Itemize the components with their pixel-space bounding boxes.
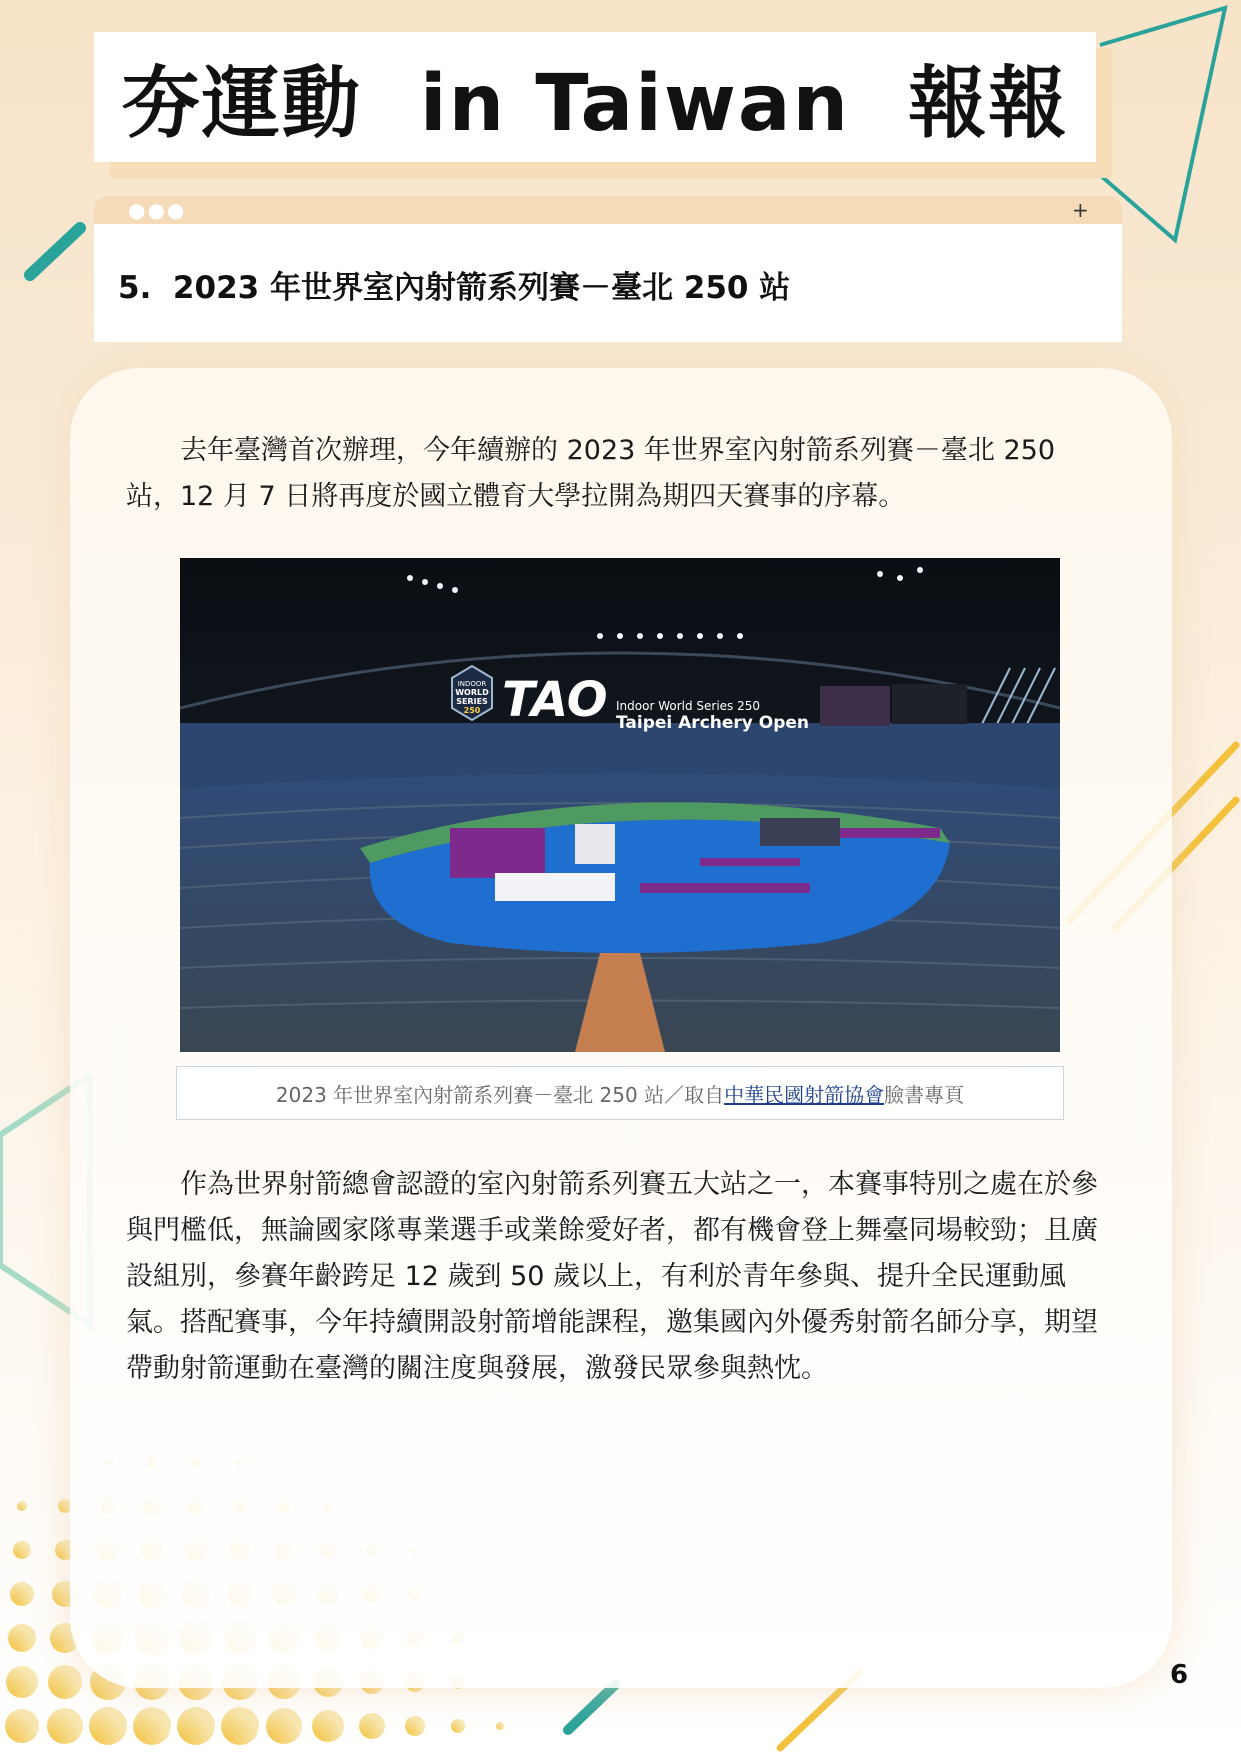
body-paragraph-2: 作為世界射箭總會認證的室內射箭系列賽五大站之一，本賽事特別之處在於參與門檻低，無論國家隊專業選手或業餘愛好者，都有機會登上舞臺同場較勁；且廣設組別，參賽年齡跨足 12 歲到 50 歲以上，有利於青年參與、提升全民運動風氣。搭配賽事，今年持續開設射箭增能課程，邀集國內外優秀射箭名師分享，期望帶動射箭運動在臺灣的關注度與發展，激發民眾參與熱忱。 — [126, 1169, 1098, 1384]
window-dots-icon: ●●● — [128, 198, 187, 222]
badge-line-2: WORLD — [455, 688, 489, 697]
page-title: 夯運動 in Taiwan 報報 — [121, 59, 1069, 149]
event-line-2: Taipei Archery Open — [616, 713, 810, 733]
badge-line-3: SERIES — [456, 697, 488, 706]
teal-slash-decoration — [568, 1685, 615, 1730]
header-title-box — [94, 32, 1096, 162]
section-title: 5. 2023 年世界室內射箭系列賽－臺北 250 站 — [118, 270, 791, 306]
caption-link[interactable]: 中華民國射箭協會 — [724, 1082, 885, 1107]
tao-logo: TAO — [502, 672, 608, 728]
body-paragraph-1: 去年臺灣首次辦理，今年續辦的 2023 年世界室內射箭系列賽－臺北 250 站，12 月 7 日將再度於國立體育大學拉開為期四天賽事的序幕。 — [126, 435, 1055, 512]
caption-prefix: 2023 年世界室內射箭系列賽－臺北 250 站／取自 — [275, 1082, 725, 1107]
badge-line-4: 250 — [463, 706, 481, 715]
page-number: 6 — [1170, 1660, 1189, 1690]
event-line-1: Indoor World Series 250 — [616, 699, 761, 713]
badge-line-1: INDOOR — [457, 680, 487, 688]
teal-slash-decoration — [30, 228, 80, 275]
arena-photo-illustration — [180, 558, 1060, 1052]
arena-photo — [180, 558, 1060, 1052]
caption-suffix: 臉書專頁 — [884, 1082, 965, 1107]
photo-caption — [176, 1066, 1064, 1120]
section-window-bar — [94, 196, 1122, 224]
plus-icon: + — [1072, 198, 1089, 222]
